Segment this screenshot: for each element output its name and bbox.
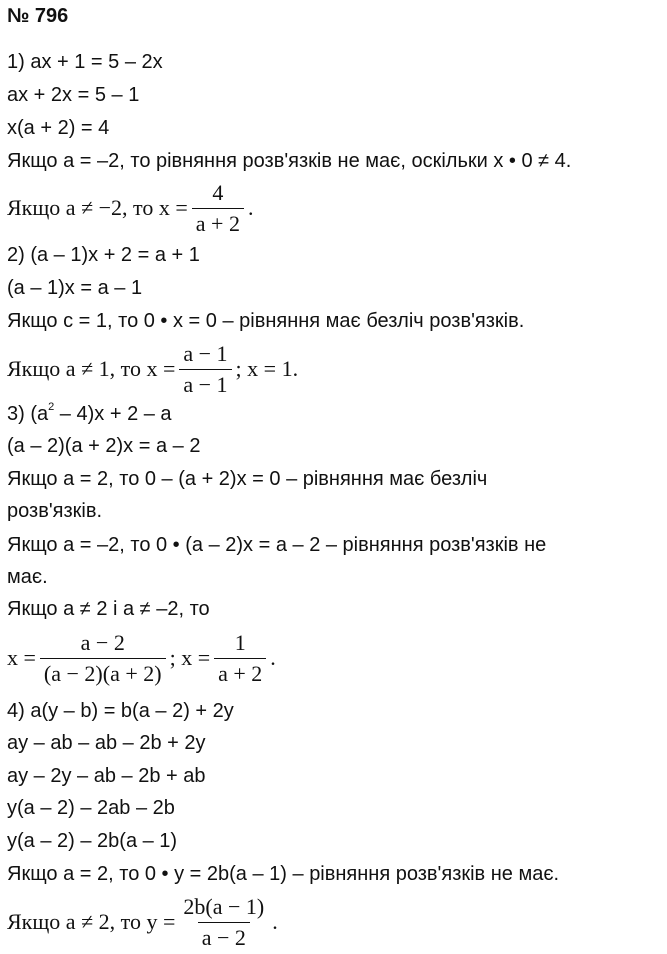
equation-line: 4) a(y – b) = b(a – 2) + 2y	[7, 700, 234, 722]
equation-line: x(a + 2) = 4	[7, 117, 110, 139]
equation-part: 3) (a	[7, 403, 49, 425]
formula-line	[7, 626, 276, 690]
formula-middle: ; x =	[169, 645, 211, 670]
formula-suffix: .	[247, 195, 254, 220]
condition-line: Якщо a = –2, то рівняння розв'язків не має, оскільки x • 0 ≠ 4.	[7, 150, 572, 172]
equation-line	[7, 402, 172, 426]
formula-prefix: Якщо a ≠ −2, то x =	[7, 195, 188, 220]
equation-line: y(a – 2) – 2ab – 2b	[7, 797, 175, 819]
fraction-numerator: 4	[212, 179, 224, 205]
condition-line: Якщо a = 2, то 0 – (a + 2)x = 0 – рівняння має безліч	[7, 468, 488, 490]
equation-part: – 4)x + 2 – a	[54, 403, 172, 425]
equation-line: ay – ab – ab – 2b + 2y	[7, 732, 206, 754]
formula-prefix: Якщо a ≠ 1, то x =	[7, 356, 176, 381]
fraction-numerator: a − 1	[183, 340, 228, 366]
formula-suffix: .	[270, 645, 276, 670]
equation-line: 2) (a – 1)x + 2 = a + 1	[7, 244, 200, 266]
fraction	[179, 341, 231, 398]
fraction-numerator: 1	[234, 629, 246, 655]
equation-line: (a – 1)x = a – 1	[7, 277, 143, 299]
condition-line: має.	[7, 566, 48, 588]
fraction-denominator: a + 2	[214, 658, 266, 687]
formula-suffix: ; x = 1.	[235, 356, 299, 381]
formula-line	[7, 337, 298, 401]
formula-prefix: Якщо a ≠ 2, то y =	[7, 909, 176, 934]
equation-line: y(a – 2) – 2b(a – 1)	[7, 830, 178, 852]
fraction-numerator: 2b(a − 1)	[183, 893, 265, 919]
equation-line: 1) ax + 1 = 5 – 2x	[7, 51, 163, 73]
fraction-denominator: a + 2	[192, 208, 244, 237]
fraction-denominator: (a − 2)(a + 2)	[40, 658, 166, 687]
fraction	[179, 894, 268, 951]
exponent: 2	[48, 401, 55, 414]
problem-title: № 796	[7, 5, 69, 27]
formula-suffix: .	[272, 909, 278, 934]
fraction	[192, 180, 244, 237]
formula-line	[7, 890, 278, 954]
fraction-numerator: a − 2	[80, 629, 125, 655]
formula-line	[7, 176, 253, 240]
condition-line: Якщо a = 2, то 0 • y = 2b(a – 1) – рівняння розв'язків не має.	[7, 863, 560, 885]
equation-line: ay – 2y – ab – 2b + ab	[7, 765, 206, 787]
equation-line: (a – 2)(a + 2)x = a – 2	[7, 435, 201, 457]
condition-line: Якщо a ≠ 2 і a ≠ –2, то	[7, 598, 210, 620]
formula-prefix: x =	[7, 645, 36, 670]
fraction-denominator: a − 1	[179, 369, 231, 398]
condition-line: Якщо c = 1, то 0 • x = 0 – рівняння має безліч розв'язків.	[7, 310, 525, 332]
condition-line: Якщо a = –2, то 0 • (a – 2)x = a – 2 – рівняння розв'язків не	[7, 534, 547, 556]
fraction	[214, 630, 266, 687]
fraction	[40, 630, 166, 687]
equation-line: ax + 2x = 5 – 1	[7, 84, 140, 106]
condition-line: розв'язків.	[7, 500, 103, 522]
fraction-denominator: a − 2	[198, 922, 250, 951]
